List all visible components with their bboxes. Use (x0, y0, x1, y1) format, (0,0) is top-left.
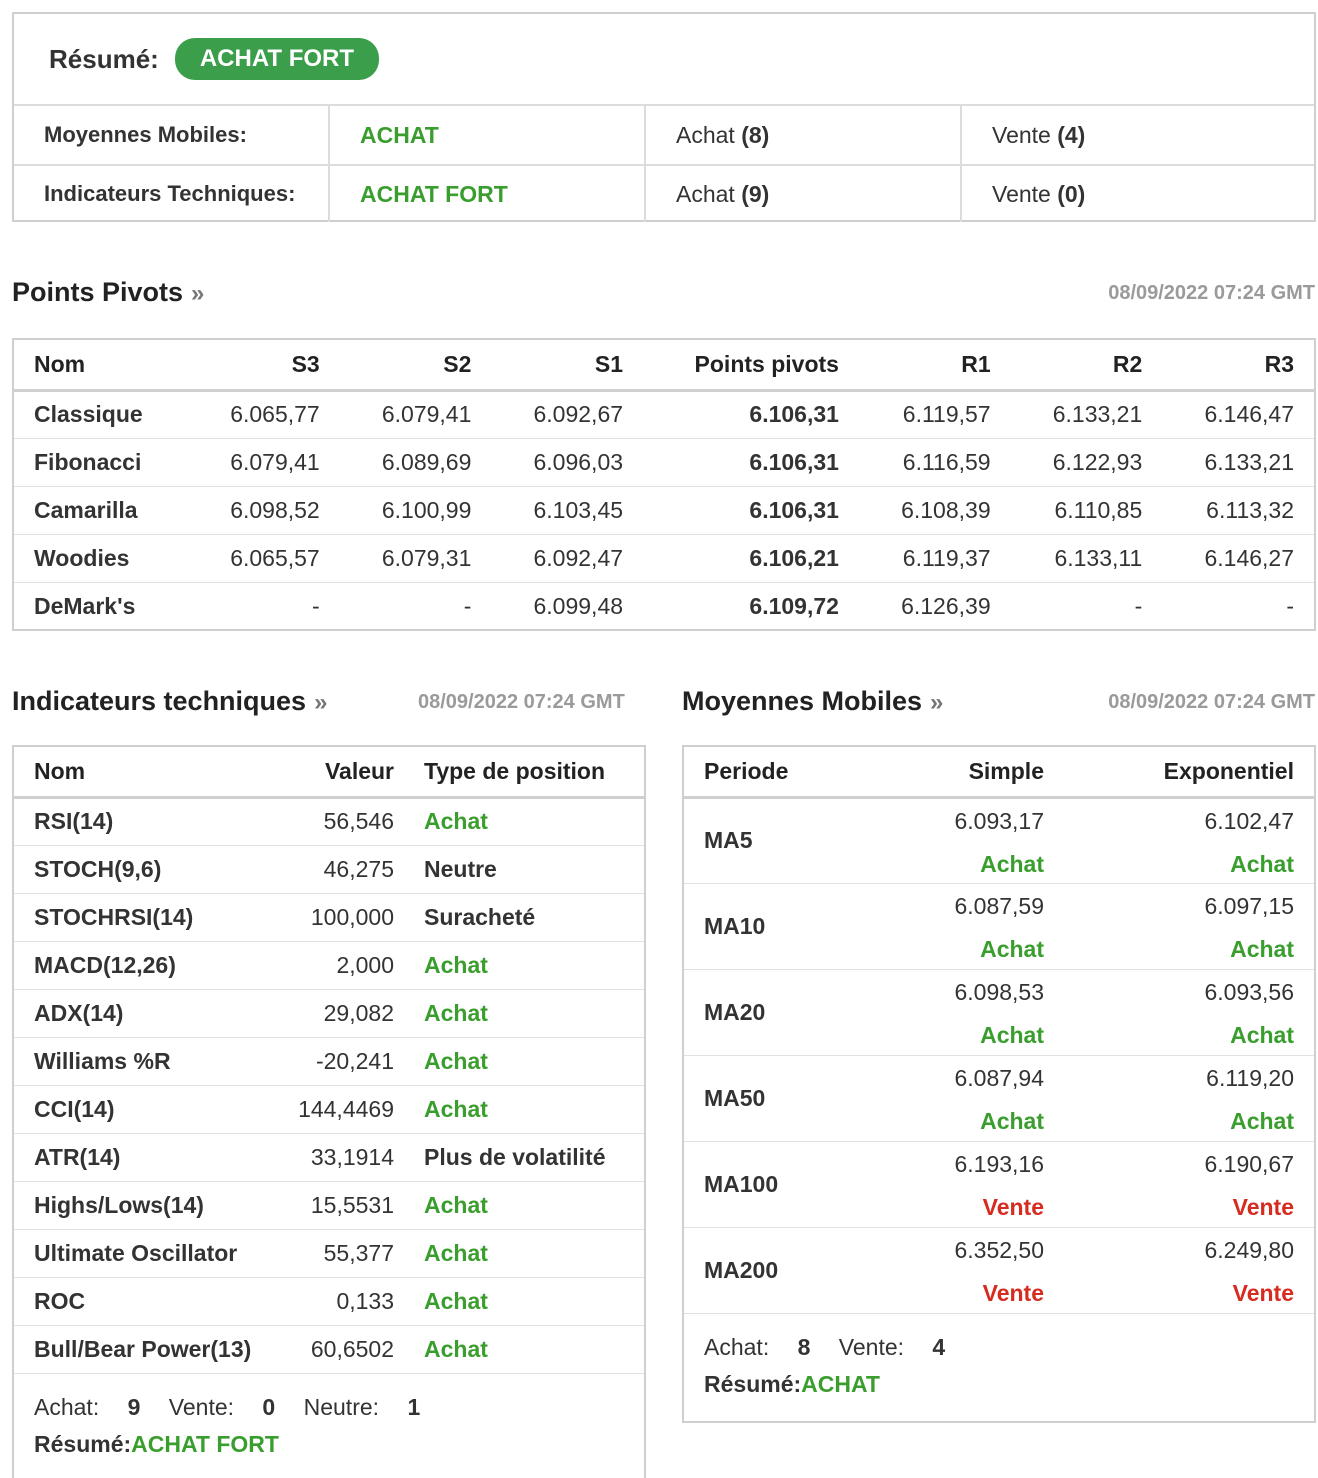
ma-row (684, 969, 1314, 1055)
col-header: Exponentiel (1064, 747, 1314, 797)
ma-simple-value: 6.193,16 (954, 1150, 1044, 1177)
sell-total-label: Vente: (838, 1333, 905, 1360)
sell-label: Vente (992, 121, 1051, 148)
chevron-right-double-icon[interactable]: » (930, 689, 944, 716)
summary-row-tech (14, 164, 1314, 222)
indicator-signal: Achat (394, 1037, 644, 1085)
ma-exp-value: 6.190,67 (1204, 1150, 1294, 1177)
summary-badge: ACHAT FORT (175, 38, 379, 80)
summary-label: Résumé: (49, 43, 159, 74)
tech-row (14, 1277, 644, 1325)
tech-header-row (14, 747, 644, 797)
tech-row (14, 845, 644, 893)
ma-simple-cell (864, 797, 1064, 883)
ma-simple-value: 6.087,59 (954, 892, 1044, 919)
pivot-title-text[interactable]: Points Pivots (12, 277, 184, 307)
indicator-name: STOCHRSI(14) (14, 893, 294, 941)
indicator-name: Ultimate Oscillator (14, 1229, 294, 1277)
pivot-cell: - (1286, 592, 1294, 619)
summary-header (14, 14, 1314, 106)
pivot-cell: 6.092,47 (491, 534, 643, 582)
ma-simple-signal: Achat (980, 1107, 1044, 1134)
indicator-signal: Achat (394, 989, 644, 1037)
pivot-header-row (14, 340, 1314, 390)
ma-exp-signal: Achat (1230, 1021, 1294, 1048)
pivot-cell: 6.119,57 (859, 390, 1011, 438)
tech-summary-value: ACHAT FORT (131, 1430, 279, 1457)
ma-exp-cell (1064, 969, 1314, 1055)
summary-panel (12, 12, 1316, 222)
indicator-value: 15,5531 (294, 1181, 394, 1229)
indicator-signal: Achat (394, 1085, 644, 1133)
pivot-cell: 6.106,31 (643, 486, 859, 534)
ma-timestamp: 08/09/2022 07:24 GMT (1108, 691, 1315, 713)
neutral-total-label: Neutre: (303, 1393, 380, 1420)
pivot-cell: 6.116,59 (859, 438, 1011, 486)
buy-label: Achat (676, 121, 735, 148)
tech-section-title[interactable] (12, 686, 327, 717)
ma-exp-value: 6.102,47 (1204, 807, 1294, 834)
ma-period: MA20 (684, 969, 864, 1055)
ma-simple-signal: Achat (980, 1021, 1044, 1048)
summary-row-name: Moyennes Mobiles: (14, 106, 330, 164)
pivot-cell: 6.079,31 (340, 534, 492, 582)
ma-row (684, 1055, 1314, 1141)
tech-row (14, 941, 644, 989)
summary-row-sell (962, 166, 1314, 222)
ma-row (684, 883, 1314, 969)
ma-row (684, 1141, 1314, 1227)
indicator-signal: Neutre (394, 845, 644, 893)
sell-count: (4) (1057, 121, 1086, 148)
col-header: R3 (1162, 340, 1314, 390)
tech-title-text[interactable]: Indicateurs techniques (12, 686, 307, 716)
pivot-cell: 6.146,27 (1162, 534, 1314, 582)
summary-row-ma (14, 106, 1314, 164)
buy-total: 9 (127, 1393, 141, 1420)
tech-row (14, 989, 644, 1037)
tech-row (14, 1229, 644, 1277)
tech-table (12, 745, 646, 1478)
tech-row (14, 1037, 644, 1085)
col-header: Simple (864, 747, 1064, 797)
buy-total-label: Achat: (34, 1393, 100, 1420)
ma-period: MA50 (684, 1055, 864, 1141)
ma-period: MA5 (684, 797, 864, 883)
pivot-cell: 6.110,85 (1011, 486, 1163, 534)
indicator-value: 0,133 (294, 1277, 394, 1325)
col-header: Type de position (394, 747, 644, 797)
pivot-cell: 6.065,77 (188, 390, 340, 438)
pivot-cell: 6.079,41 (340, 390, 492, 438)
indicator-name: ADX(14) (14, 989, 294, 1037)
indicator-signal: Achat (394, 1229, 644, 1277)
col-header: Points pivots (643, 340, 859, 390)
col-header: S3 (188, 340, 340, 390)
chevron-right-double-icon[interactable]: » (191, 280, 205, 307)
col-header: Nom (14, 340, 188, 390)
indicator-signal: Achat (394, 1181, 644, 1229)
ma-simple-value: 6.352,50 (954, 1236, 1044, 1263)
pivot-cell: 6.126,39 (901, 592, 991, 619)
pivot-cell: 6.103,45 (491, 486, 643, 534)
ma-exp-value: 6.119,20 (1206, 1064, 1294, 1091)
pivot-cell: 6.089,69 (340, 438, 492, 486)
ma-row (684, 797, 1314, 883)
tech-row (14, 1181, 644, 1229)
ma-exp-signal: Vente (1232, 1279, 1294, 1306)
ma-summary-label: Résumé: (704, 1370, 802, 1397)
ma-simple-cell (864, 1227, 1064, 1313)
indicator-name: Williams %R (14, 1037, 294, 1085)
pivot-cell: 6.106,31 (643, 438, 859, 486)
summary-row-signal: ACHAT FORT (330, 166, 646, 222)
summary-row-name: Indicateurs Techniques: (14, 166, 330, 222)
pivot-cell: 6.098,52 (188, 486, 340, 534)
sell-total-label: Vente: (168, 1393, 235, 1420)
ma-exp-cell (1064, 1141, 1314, 1227)
ma-simple-signal: Achat (980, 935, 1044, 962)
pivot-cell: 6.092,67 (491, 390, 643, 438)
ma-summary-value: ACHAT (801, 1370, 880, 1397)
indicator-name: MACD(12,26) (14, 941, 294, 989)
indicator-name: Bull/Bear Power(13) (14, 1325, 294, 1373)
indicator-value: -20,241 (294, 1037, 394, 1085)
pivot-cell: 6.065,57 (188, 534, 340, 582)
ma-simple-cell (864, 969, 1064, 1055)
ma-exp-value: 6.249,80 (1204, 1236, 1294, 1263)
summary-row-sell (962, 106, 1314, 164)
pivot-cell: - (312, 592, 320, 619)
pivot-cell: 6.109,72 (749, 592, 839, 619)
indicator-value: 46,275 (294, 845, 394, 893)
summary-row-signal: ACHAT (330, 106, 646, 164)
pivot-row-name: Woodies (14, 534, 188, 582)
ma-exp-value: 6.093,56 (1204, 978, 1294, 1005)
pivot-row (14, 390, 1314, 438)
sell-total: 4 (932, 1333, 946, 1360)
pivot-row-name: Camarilla (14, 486, 188, 534)
pivot-cell: 6.133,21 (1162, 438, 1314, 486)
pivot-cell: - (463, 592, 472, 619)
tech-summary-label: Résumé: (34, 1430, 132, 1457)
ma-period: MA200 (684, 1227, 864, 1313)
col-header: R2 (1011, 340, 1163, 390)
pivot-cell: 6.119,37 (859, 534, 1011, 582)
ma-exp-signal: Achat (1230, 935, 1294, 962)
indicator-signal: Plus de volatilité (394, 1133, 644, 1181)
indicator-name: RSI(14) (14, 797, 294, 845)
pivot-row (14, 534, 1314, 582)
indicator-value: 60,6502 (294, 1325, 394, 1373)
pivot-table (12, 338, 1316, 631)
ma-simple-value: 6.093,17 (954, 807, 1044, 834)
indicator-name: Highs/Lows(14) (14, 1181, 294, 1229)
ma-footer (684, 1334, 1314, 1398)
pivot-row-name: Fibonacci (14, 438, 188, 486)
buy-label: Achat (676, 180, 735, 207)
tech-timestamp: 08/09/2022 07:24 GMT (418, 691, 625, 713)
pivot-cell: 6.079,41 (188, 438, 340, 486)
pivot-cell: 6.108,39 (859, 486, 1011, 534)
indicator-name: ROC (14, 1277, 294, 1325)
col-header: Nom (14, 747, 294, 797)
ma-header-row (684, 747, 1314, 797)
pivot-cell: 6.122,93 (1011, 438, 1163, 486)
col-header: Valeur (294, 747, 394, 797)
pivot-cell: 6.100,99 (340, 486, 492, 534)
indicator-value: 2,000 (294, 941, 394, 989)
pivot-cell: 6.146,47 (1162, 390, 1314, 438)
ma-simple-cell (864, 1055, 1064, 1141)
ma-exp-signal: Vente (1232, 1193, 1294, 1220)
ma-simple-value: 6.098,53 (954, 978, 1044, 1005)
ma-exp-cell (1064, 797, 1314, 883)
pivot-cell: 6.096,03 (491, 438, 643, 486)
ma-table (682, 745, 1316, 1423)
pivot-cell: - (1134, 592, 1143, 619)
ma-exp-value: 6.097,15 (1204, 892, 1294, 919)
pivot-row (14, 486, 1314, 534)
buy-total: 8 (797, 1333, 811, 1360)
col-header: R1 (859, 340, 1011, 390)
indicator-signal: Achat (394, 1277, 644, 1325)
sell-count: (0) (1057, 180, 1086, 207)
indicator-signal: Suracheté (394, 893, 644, 941)
pivot-cell: 6.113,32 (1162, 486, 1314, 534)
ma-exp-cell (1064, 1227, 1314, 1313)
indicator-value: 144,4469 (294, 1085, 394, 1133)
tech-row (14, 797, 644, 845)
pivot-row (14, 438, 1314, 486)
col-header: S2 (340, 340, 492, 390)
buy-count: (8) (741, 121, 770, 148)
ma-exp-cell (1064, 1055, 1314, 1141)
ma-exp-cell (1064, 883, 1314, 969)
pivot-cell: 6.099,48 (533, 592, 624, 619)
chevron-right-double-icon[interactable]: » (314, 689, 328, 716)
indicator-name: STOCH(9,6) (14, 845, 294, 893)
pivot-cell: 6.133,21 (1011, 390, 1163, 438)
tech-footer (14, 1394, 644, 1458)
ma-simple-signal: Vente (982, 1193, 1044, 1220)
pivot-timestamp: 08/09/2022 07:24 GMT (1108, 282, 1315, 304)
tech-row (14, 893, 644, 941)
ma-row (684, 1227, 1314, 1313)
indicator-signal: Achat (394, 941, 644, 989)
col-header: S1 (491, 340, 643, 390)
ma-period: MA100 (684, 1141, 864, 1227)
buy-total-label: Achat: (704, 1333, 770, 1360)
pivot-row-name: Classique (14, 390, 188, 438)
col-header: Periode (684, 747, 864, 797)
pivot-cell: 6.106,31 (643, 390, 859, 438)
indicator-name: CCI(14) (14, 1085, 294, 1133)
ma-simple-signal: Achat (980, 850, 1044, 877)
ma-simple-signal: Vente (982, 1279, 1044, 1306)
neutral-total: 1 (407, 1393, 421, 1420)
tech-row (14, 1133, 644, 1181)
pivot-cell: 6.106,21 (643, 534, 859, 582)
pivot-row-name: DeMark's (34, 592, 136, 619)
pivot-row (14, 582, 1314, 630)
ma-exp-signal: Achat (1230, 850, 1294, 877)
ma-section-title[interactable] (682, 686, 943, 717)
indicator-value: 33,1914 (294, 1133, 394, 1181)
tech-row (14, 1085, 644, 1133)
buy-count: (9) (741, 180, 770, 207)
summary-row-buy (646, 166, 962, 222)
indicator-value: 56,546 (294, 797, 394, 845)
ma-exp-signal: Achat (1230, 1107, 1294, 1134)
ma-simple-value: 6.087,94 (954, 1064, 1044, 1091)
sell-label: Vente (992, 180, 1051, 207)
pivot-cell: 6.133,11 (1011, 534, 1163, 582)
indicator-name: ATR(14) (14, 1133, 294, 1181)
tech-row (14, 1325, 644, 1373)
ma-period: MA10 (684, 883, 864, 969)
sell-total: 0 (262, 1393, 276, 1420)
summary-row-buy (646, 106, 962, 164)
pivot-section-title[interactable] (12, 277, 204, 308)
indicator-value: 55,377 (294, 1229, 394, 1277)
ma-simple-cell (864, 1141, 1064, 1227)
ma-title-text[interactable]: Moyennes Mobiles (682, 686, 923, 716)
indicator-value: 100,000 (294, 893, 394, 941)
indicator-signal: Achat (394, 797, 644, 845)
ma-simple-cell (864, 883, 1064, 969)
indicator-value: 29,082 (294, 989, 394, 1037)
indicator-signal: Achat (394, 1325, 644, 1373)
